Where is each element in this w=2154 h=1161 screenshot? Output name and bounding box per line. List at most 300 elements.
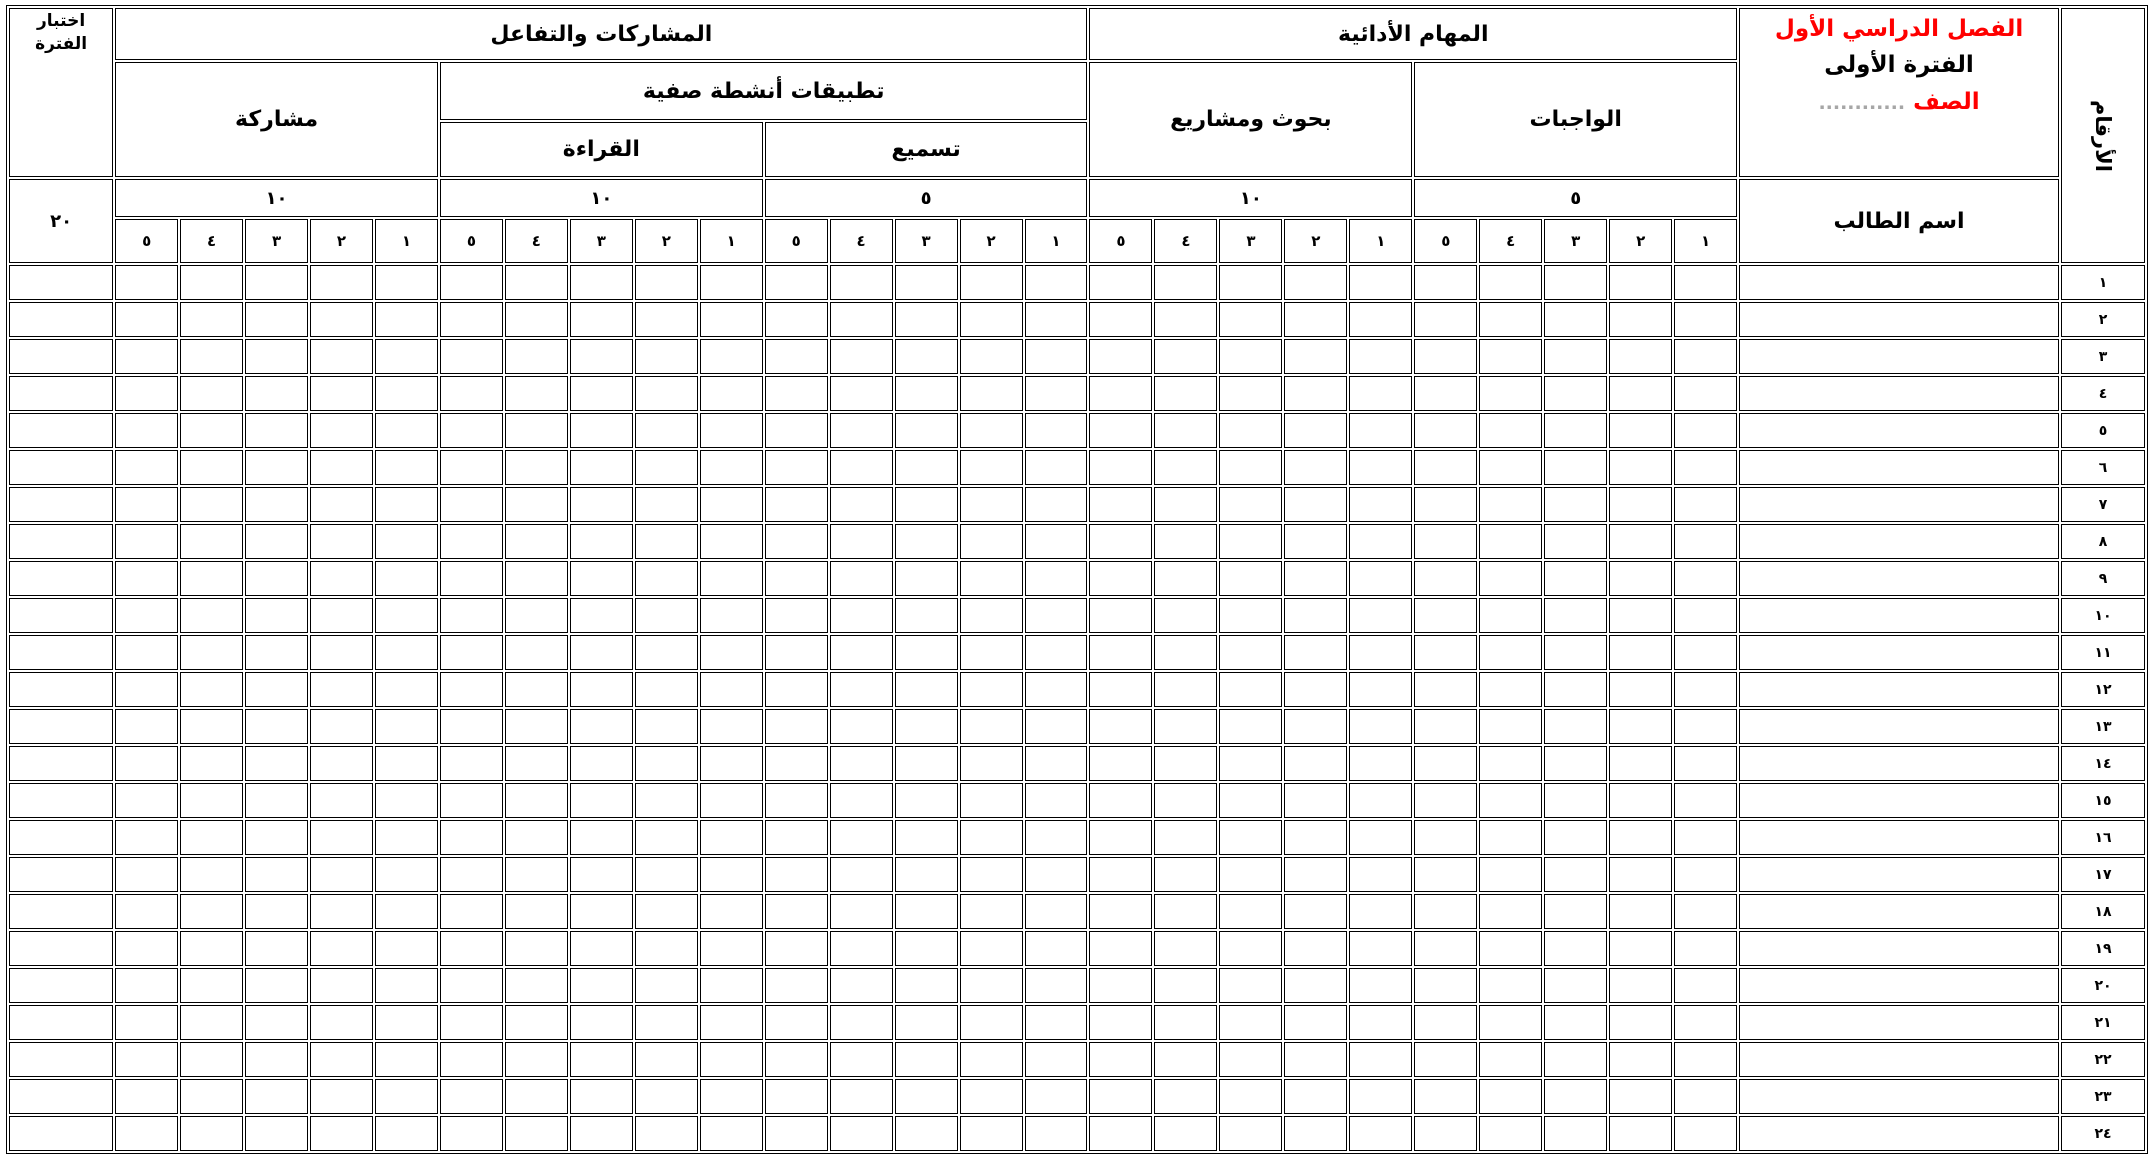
score-cell[interactable] (310, 450, 373, 485)
score-cell[interactable] (1479, 857, 1542, 892)
score-cell[interactable] (1284, 746, 1347, 781)
score-cell[interactable] (245, 783, 308, 818)
score-cell[interactable] (960, 413, 1023, 448)
score-cell[interactable] (960, 302, 1023, 337)
score-cell[interactable] (1025, 339, 1088, 374)
score-cell[interactable] (310, 1005, 373, 1040)
score-cell[interactable] (1609, 857, 1672, 892)
score-cell[interactable] (1025, 857, 1088, 892)
score-cell[interactable] (1609, 413, 1672, 448)
score-cell[interactable] (505, 709, 568, 744)
score-cell[interactable] (1219, 820, 1282, 855)
score-cell[interactable] (1414, 450, 1477, 485)
score-cell[interactable] (115, 783, 178, 818)
score-cell[interactable] (505, 968, 568, 1003)
score-cell[interactable] (310, 894, 373, 929)
score-cell[interactable] (1284, 487, 1347, 522)
score-cell[interactable] (505, 598, 568, 633)
score-cell[interactable] (440, 524, 503, 559)
score-cell[interactable] (1154, 598, 1217, 633)
score-cell[interactable] (765, 672, 828, 707)
score-cell[interactable] (700, 376, 763, 411)
score-cell[interactable] (1479, 635, 1542, 670)
score-cell[interactable] (765, 302, 828, 337)
score-cell[interactable] (1544, 746, 1607, 781)
score-cell[interactable] (115, 339, 178, 374)
score-cell[interactable] (1284, 820, 1347, 855)
score-cell[interactable] (570, 1116, 633, 1151)
score-cell[interactable] (1414, 561, 1477, 596)
score-cell[interactable] (1609, 598, 1672, 633)
score-cell[interactable] (700, 894, 763, 929)
score-cell[interactable] (180, 894, 243, 929)
score-cell[interactable] (765, 746, 828, 781)
score-cell[interactable] (635, 561, 698, 596)
score-cell[interactable] (1414, 1005, 1477, 1040)
score-cell[interactable] (1479, 894, 1542, 929)
score-cell[interactable] (180, 820, 243, 855)
score-cell[interactable] (1349, 376, 1412, 411)
score-cell[interactable] (1025, 487, 1088, 522)
score-cell[interactable] (1609, 450, 1672, 485)
score-cell[interactable] (895, 1079, 958, 1114)
score-cell[interactable] (1674, 339, 1737, 374)
score-cell[interactable] (1089, 968, 1152, 1003)
score-cell[interactable] (700, 820, 763, 855)
score-cell[interactable] (1154, 709, 1217, 744)
score-cell[interactable] (180, 1116, 243, 1151)
score-cell[interactable] (1414, 413, 1477, 448)
score-cell[interactable] (375, 672, 438, 707)
score-cell[interactable] (960, 561, 1023, 596)
student-name-cell[interactable] (1739, 783, 2059, 818)
score-cell[interactable] (440, 265, 503, 300)
score-cell[interactable] (1349, 931, 1412, 966)
student-name-cell[interactable] (1739, 672, 2059, 707)
score-cell[interactable] (1609, 746, 1672, 781)
score-cell[interactable] (310, 968, 373, 1003)
score-cell[interactable] (1284, 1079, 1347, 1114)
score-cell[interactable] (1349, 487, 1412, 522)
score-cell[interactable] (1025, 709, 1088, 744)
score-cell[interactable] (700, 635, 763, 670)
score-cell[interactable] (1414, 1116, 1477, 1151)
student-name-cell[interactable] (1739, 1005, 2059, 1040)
score-cell[interactable] (1284, 894, 1347, 929)
score-cell[interactable] (1154, 746, 1217, 781)
score-cell[interactable] (1414, 746, 1477, 781)
score-cell[interactable] (765, 1005, 828, 1040)
score-cell[interactable] (1479, 376, 1542, 411)
score-cell[interactable] (895, 1042, 958, 1077)
score-cell[interactable] (1284, 302, 1347, 337)
score-cell[interactable] (1025, 820, 1088, 855)
score-cell[interactable] (960, 1116, 1023, 1151)
score-cell[interactable] (765, 635, 828, 670)
score-cell[interactable] (375, 487, 438, 522)
score-cell[interactable] (635, 1079, 698, 1114)
score-cell[interactable] (1089, 487, 1152, 522)
score-cell[interactable] (1609, 783, 1672, 818)
score-cell[interactable] (310, 302, 373, 337)
score-cell[interactable] (1479, 524, 1542, 559)
score-cell[interactable] (1544, 1005, 1607, 1040)
score-cell[interactable] (1609, 1116, 1672, 1151)
period-test-score-cell[interactable] (9, 820, 113, 855)
period-test-score-cell[interactable] (9, 487, 113, 522)
score-cell[interactable] (1609, 931, 1672, 966)
score-cell[interactable] (765, 1079, 828, 1114)
score-cell[interactable] (570, 1005, 633, 1040)
score-cell[interactable] (1025, 931, 1088, 966)
score-cell[interactable] (700, 968, 763, 1003)
score-cell[interactable] (1479, 1005, 1542, 1040)
score-cell[interactable] (830, 302, 893, 337)
score-cell[interactable] (895, 265, 958, 300)
score-cell[interactable] (115, 709, 178, 744)
score-cell[interactable] (1154, 265, 1217, 300)
score-cell[interactable] (1089, 598, 1152, 633)
score-cell[interactable] (1349, 1116, 1412, 1151)
score-cell[interactable] (1544, 968, 1607, 1003)
score-cell[interactable] (505, 635, 568, 670)
score-cell[interactable] (1349, 413, 1412, 448)
score-cell[interactable] (635, 376, 698, 411)
score-cell[interactable] (1284, 450, 1347, 485)
score-cell[interactable] (765, 487, 828, 522)
score-cell[interactable] (1349, 709, 1412, 744)
score-cell[interactable] (115, 635, 178, 670)
score-cell[interactable] (1154, 820, 1217, 855)
score-cell[interactable] (310, 857, 373, 892)
student-name-cell[interactable] (1739, 746, 2059, 781)
score-cell[interactable] (1154, 413, 1217, 448)
score-cell[interactable] (1479, 598, 1542, 633)
score-cell[interactable] (375, 524, 438, 559)
period-test-score-cell[interactable] (9, 672, 113, 707)
score-cell[interactable] (115, 820, 178, 855)
score-cell[interactable] (375, 1079, 438, 1114)
score-cell[interactable] (1284, 265, 1347, 300)
score-cell[interactable] (895, 1116, 958, 1151)
score-cell[interactable] (960, 857, 1023, 892)
score-cell[interactable] (245, 746, 308, 781)
score-cell[interactable] (180, 783, 243, 818)
student-name-cell[interactable] (1739, 857, 2059, 892)
score-cell[interactable] (700, 672, 763, 707)
score-cell[interactable] (1479, 1079, 1542, 1114)
score-cell[interactable] (960, 487, 1023, 522)
score-cell[interactable] (440, 1005, 503, 1040)
score-cell[interactable] (765, 561, 828, 596)
score-cell[interactable] (1349, 561, 1412, 596)
score-cell[interactable] (1544, 1116, 1607, 1151)
score-cell[interactable] (635, 820, 698, 855)
score-cell[interactable] (830, 820, 893, 855)
score-cell[interactable] (1674, 894, 1737, 929)
score-cell[interactable] (895, 339, 958, 374)
score-cell[interactable] (1674, 672, 1737, 707)
score-cell[interactable] (1674, 820, 1737, 855)
score-cell[interactable] (440, 487, 503, 522)
score-cell[interactable] (700, 413, 763, 448)
period-test-score-cell[interactable] (9, 413, 113, 448)
score-cell[interactable] (1154, 783, 1217, 818)
score-cell[interactable] (960, 894, 1023, 929)
score-cell[interactable] (245, 450, 308, 485)
score-cell[interactable] (830, 746, 893, 781)
score-cell[interactable] (830, 1005, 893, 1040)
score-cell[interactable] (1025, 1116, 1088, 1151)
score-cell[interactable] (1674, 931, 1737, 966)
score-cell[interactable] (180, 265, 243, 300)
score-cell[interactable] (1479, 746, 1542, 781)
score-cell[interactable] (245, 672, 308, 707)
period-test-score-cell[interactable] (9, 1042, 113, 1077)
score-cell[interactable] (570, 376, 633, 411)
score-cell[interactable] (1349, 450, 1412, 485)
score-cell[interactable] (1154, 524, 1217, 559)
score-cell[interactable] (830, 487, 893, 522)
score-cell[interactable] (375, 894, 438, 929)
score-cell[interactable] (1284, 968, 1347, 1003)
score-cell[interactable] (1544, 820, 1607, 855)
score-cell[interactable] (1414, 265, 1477, 300)
score-cell[interactable] (440, 894, 503, 929)
score-cell[interactable] (440, 1042, 503, 1077)
score-cell[interactable] (440, 635, 503, 670)
score-cell[interactable] (505, 783, 568, 818)
score-cell[interactable] (375, 1042, 438, 1077)
score-cell[interactable] (895, 524, 958, 559)
score-cell[interactable] (1089, 524, 1152, 559)
score-cell[interactable] (180, 857, 243, 892)
score-cell[interactable] (115, 561, 178, 596)
score-cell[interactable] (1219, 931, 1282, 966)
score-cell[interactable] (830, 931, 893, 966)
score-cell[interactable] (570, 709, 633, 744)
score-cell[interactable] (1414, 635, 1477, 670)
score-cell[interactable] (375, 709, 438, 744)
score-cell[interactable] (115, 413, 178, 448)
score-cell[interactable] (1544, 598, 1607, 633)
score-cell[interactable] (1089, 1079, 1152, 1114)
score-cell[interactable] (895, 487, 958, 522)
score-cell[interactable] (960, 339, 1023, 374)
score-cell[interactable] (1414, 487, 1477, 522)
score-cell[interactable] (1544, 302, 1607, 337)
score-cell[interactable] (440, 931, 503, 966)
score-cell[interactable] (570, 524, 633, 559)
score-cell[interactable] (1349, 1005, 1412, 1040)
score-cell[interactable] (700, 1042, 763, 1077)
score-cell[interactable] (1544, 672, 1607, 707)
score-cell[interactable] (115, 450, 178, 485)
score-cell[interactable] (635, 931, 698, 966)
score-cell[interactable] (570, 672, 633, 707)
score-cell[interactable] (1349, 265, 1412, 300)
score-cell[interactable] (895, 894, 958, 929)
score-cell[interactable] (830, 968, 893, 1003)
score-cell[interactable] (310, 339, 373, 374)
score-cell[interactable] (635, 709, 698, 744)
score-cell[interactable] (1089, 1042, 1152, 1077)
score-cell[interactable] (1479, 820, 1542, 855)
score-cell[interactable] (830, 339, 893, 374)
score-cell[interactable] (1284, 1042, 1347, 1077)
score-cell[interactable] (830, 1042, 893, 1077)
score-cell[interactable] (765, 413, 828, 448)
score-cell[interactable] (1609, 376, 1672, 411)
score-cell[interactable] (180, 1079, 243, 1114)
score-cell[interactable] (1219, 598, 1282, 633)
score-cell[interactable] (375, 265, 438, 300)
score-cell[interactable] (765, 524, 828, 559)
score-cell[interactable] (440, 339, 503, 374)
score-cell[interactable] (1349, 820, 1412, 855)
score-cell[interactable] (505, 746, 568, 781)
student-name-cell[interactable] (1739, 265, 2059, 300)
score-cell[interactable] (700, 598, 763, 633)
score-cell[interactable] (505, 376, 568, 411)
score-cell[interactable] (765, 1116, 828, 1151)
score-cell[interactable] (115, 598, 178, 633)
score-cell[interactable] (700, 783, 763, 818)
score-cell[interactable] (635, 635, 698, 670)
score-cell[interactable] (765, 820, 828, 855)
score-cell[interactable] (310, 709, 373, 744)
score-cell[interactable] (960, 635, 1023, 670)
score-cell[interactable] (310, 598, 373, 633)
score-cell[interactable] (960, 1005, 1023, 1040)
score-cell[interactable] (635, 746, 698, 781)
score-cell[interactable] (1284, 598, 1347, 633)
score-cell[interactable] (505, 487, 568, 522)
score-cell[interactable] (895, 968, 958, 1003)
score-cell[interactable] (1284, 1005, 1347, 1040)
period-test-score-cell[interactable] (9, 265, 113, 300)
score-cell[interactable] (1414, 820, 1477, 855)
score-cell[interactable] (180, 339, 243, 374)
score-cell[interactable] (960, 450, 1023, 485)
score-cell[interactable] (700, 1005, 763, 1040)
score-cell[interactable] (1154, 894, 1217, 929)
score-cell[interactable] (830, 450, 893, 485)
score-cell[interactable] (1674, 968, 1737, 1003)
score-cell[interactable] (1025, 302, 1088, 337)
score-cell[interactable] (765, 450, 828, 485)
score-cell[interactable] (830, 857, 893, 892)
score-cell[interactable] (895, 746, 958, 781)
score-cell[interactable] (245, 1042, 308, 1077)
score-cell[interactable] (1609, 524, 1672, 559)
score-cell[interactable] (1219, 413, 1282, 448)
score-cell[interactable] (180, 672, 243, 707)
score-cell[interactable] (570, 635, 633, 670)
score-cell[interactable] (1479, 1042, 1542, 1077)
student-name-cell[interactable] (1739, 1116, 2059, 1151)
score-cell[interactable] (1154, 1005, 1217, 1040)
score-cell[interactable] (895, 561, 958, 596)
score-cell[interactable] (115, 672, 178, 707)
score-cell[interactable] (1025, 524, 1088, 559)
score-cell[interactable] (1674, 302, 1737, 337)
score-cell[interactable] (1609, 968, 1672, 1003)
score-cell[interactable] (245, 413, 308, 448)
score-cell[interactable] (830, 672, 893, 707)
score-cell[interactable] (1025, 894, 1088, 929)
period-test-score-cell[interactable] (9, 1116, 113, 1151)
score-cell[interactable] (570, 783, 633, 818)
score-cell[interactable] (1674, 487, 1737, 522)
score-cell[interactable] (310, 783, 373, 818)
period-test-score-cell[interactable] (9, 598, 113, 633)
score-cell[interactable] (375, 635, 438, 670)
score-cell[interactable] (1674, 709, 1737, 744)
student-name-cell[interactable] (1739, 376, 2059, 411)
score-cell[interactable] (1154, 450, 1217, 485)
score-cell[interactable] (1609, 635, 1672, 670)
score-cell[interactable] (440, 1116, 503, 1151)
score-cell[interactable] (960, 968, 1023, 1003)
score-cell[interactable] (635, 1005, 698, 1040)
score-cell[interactable] (1219, 1116, 1282, 1151)
score-cell[interactable] (1025, 1005, 1088, 1040)
score-cell[interactable] (1479, 931, 1542, 966)
score-cell[interactable] (895, 1005, 958, 1040)
score-cell[interactable] (1674, 1005, 1737, 1040)
score-cell[interactable] (1089, 302, 1152, 337)
score-cell[interactable] (180, 1042, 243, 1077)
score-cell[interactable] (700, 1116, 763, 1151)
score-cell[interactable] (115, 1005, 178, 1040)
score-cell[interactable] (505, 561, 568, 596)
score-cell[interactable] (505, 413, 568, 448)
score-cell[interactable] (1154, 968, 1217, 1003)
score-cell[interactable] (115, 746, 178, 781)
score-cell[interactable] (1025, 746, 1088, 781)
score-cell[interactable] (895, 857, 958, 892)
score-cell[interactable] (180, 635, 243, 670)
score-cell[interactable] (245, 561, 308, 596)
score-cell[interactable] (1674, 265, 1737, 300)
score-cell[interactable] (1284, 672, 1347, 707)
score-cell[interactable] (1479, 265, 1542, 300)
period-test-score-cell[interactable] (9, 746, 113, 781)
score-cell[interactable] (440, 376, 503, 411)
score-cell[interactable] (180, 598, 243, 633)
score-cell[interactable] (180, 968, 243, 1003)
score-cell[interactable] (960, 783, 1023, 818)
score-cell[interactable] (830, 598, 893, 633)
score-cell[interactable] (635, 450, 698, 485)
score-cell[interactable] (1089, 894, 1152, 929)
score-cell[interactable] (700, 746, 763, 781)
score-cell[interactable] (1674, 413, 1737, 448)
score-cell[interactable] (1154, 339, 1217, 374)
score-cell[interactable] (1674, 1042, 1737, 1077)
score-cell[interactable] (375, 413, 438, 448)
score-cell[interactable] (1349, 968, 1412, 1003)
score-cell[interactable] (570, 1079, 633, 1114)
score-cell[interactable] (1414, 1079, 1477, 1114)
score-cell[interactable] (1025, 1042, 1088, 1077)
score-cell[interactable] (1674, 1079, 1737, 1114)
period-test-score-cell[interactable] (9, 376, 113, 411)
score-cell[interactable] (1479, 672, 1542, 707)
score-cell[interactable] (830, 561, 893, 596)
score-cell[interactable] (1284, 709, 1347, 744)
